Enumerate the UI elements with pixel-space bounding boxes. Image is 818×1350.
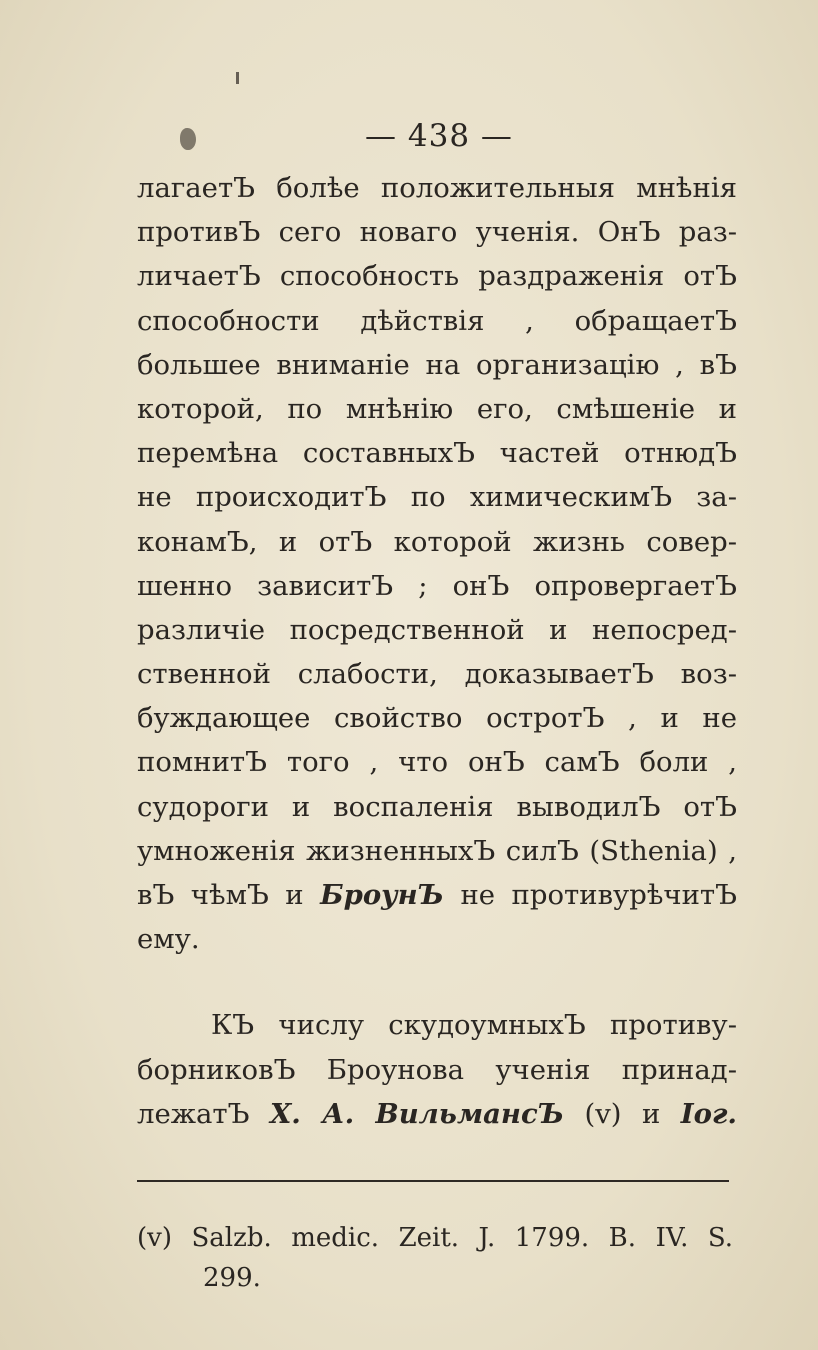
text-line: судороги и воспаленія выводилЪ отЪ <box>137 790 737 823</box>
text-line: которой, по мнѣнію его, смѣшеніе и <box>137 392 737 425</box>
footnote <box>137 1218 733 1298</box>
text-line: борниковЪ Броунова ученія принад- <box>137 1053 737 1086</box>
text-line: шенно зависитЪ ; онЪ опровергаетЪ <box>137 569 737 602</box>
line-text: лежатЪ <box>137 1097 270 1130</box>
person-name: Х. А. ВильмансЪ <box>269 1097 565 1130</box>
text-line: буждающее свойство остротЪ , и не <box>137 702 737 735</box>
text-line: перемѣна составныхЪ частей отнюдЪ <box>137 437 737 470</box>
footnote-line: 299. <box>203 1263 261 1293</box>
text-line: личаетЪ способность раздраженія отЪ <box>137 260 737 293</box>
text-line <box>137 1092 737 1136</box>
footnote-divider <box>137 1180 729 1182</box>
text-line: ему. <box>137 923 200 956</box>
line-text: (v) и <box>564 1097 681 1130</box>
text-line: лагаетЪ болѣе положительныя мнѣнія <box>137 172 737 204</box>
line-text: вЪ чѣмЪ и <box>137 879 321 911</box>
paragraph-gap <box>137 961 737 1003</box>
page-number: — 438 — <box>365 118 513 154</box>
text-line: КЪ числу скудоумныхЪ противу- <box>211 1009 737 1042</box>
ink-mark <box>236 72 239 84</box>
line-text: не противурѣчитЪ <box>443 879 737 911</box>
person-name: БроунЪ <box>320 879 444 911</box>
text-line: ственной слабости, доказываетЪ воз- <box>137 658 737 691</box>
text-line: помнитЪ того , что онЪ самЪ боли , <box>137 746 737 779</box>
body-text <box>137 166 737 1136</box>
footnote-line: (v) Salzb. medic. Zeit. J. 1799. B. IV. S. <box>137 1223 733 1253</box>
text-line: способности дѣйствія , обращаетЪ <box>137 304 737 337</box>
text-line: не происходитЪ по химическимЪ за- <box>137 481 737 514</box>
text-line: различіе посредственной и непосред- <box>137 613 737 646</box>
person-name: Іог. <box>680 1097 737 1130</box>
text-line: большее вниманіе на организацію , вЪ <box>137 348 737 381</box>
text-line: умноженія жизненныхЪ силЪ (Sthenia) , <box>137 834 737 867</box>
text-line <box>137 873 737 917</box>
text-line: противЪ сего новаго ученія. ОнЪ раз- <box>137 216 737 249</box>
text-line: конамЪ, и отЪ которой жизнь совер- <box>137 525 737 558</box>
